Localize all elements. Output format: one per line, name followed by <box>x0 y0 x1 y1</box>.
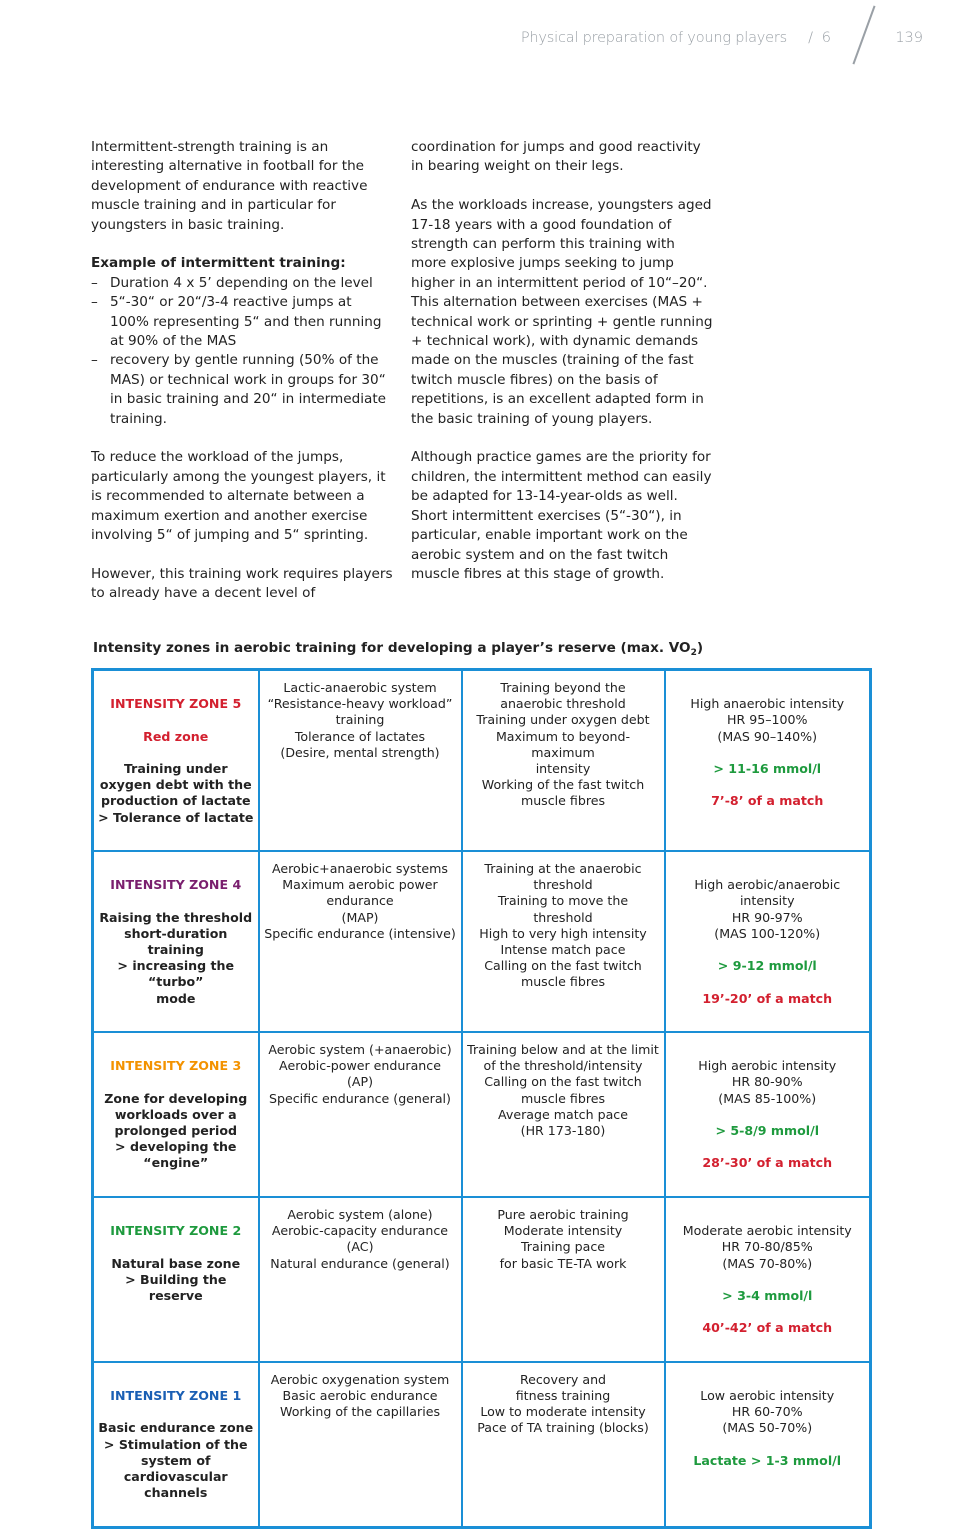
zone-description: Zone for developing workloads over a prolonged period > developing the “engine” <box>104 1090 248 1171</box>
intensity-text: High aerobic/anaerobic intensity HR 90-97% (MAS 100-120%) <box>694 877 841 941</box>
training-cell: Recovery and fitness training Low to moderate intensity Pace of TA training (blocks) <box>462 1362 665 1527</box>
caption-text: Intensity zones in aerobic training for developing a player’s reserve (max. VO <box>93 640 691 656</box>
zone-cell <box>93 1197 259 1362</box>
left-text-column <box>91 138 393 604</box>
zone-cell <box>93 1032 259 1197</box>
page-number: 139 <box>895 30 923 46</box>
lactate-value: > 9-12 mmol/l <box>717 958 817 974</box>
paragraph: However, this training work requires players to already have a decent level of <box>91 565 393 602</box>
zone-cell <box>93 670 259 852</box>
dash-bullet: – <box>91 352 98 369</box>
intensity-cell <box>665 670 871 852</box>
system-cell: Aerobic+anaerobic systems Maximum aerobic power endurance (MAP) Specific endurance (intensive) <box>259 851 462 1032</box>
caption-subscript: 2 <box>690 648 697 658</box>
match-duration: 19’-20’ of a match <box>702 990 833 1006</box>
zone-title: INTENSITY ZONE 2 <box>110 1223 242 1239</box>
table-row <box>93 851 871 1032</box>
table-row <box>93 670 871 852</box>
zone-subtitle: Red zone <box>143 728 209 744</box>
intensity-cell <box>665 1032 871 1197</box>
running-title: Physical preparation of young players <box>520 30 787 46</box>
training-cell: Pure aerobic training Moderate intensity Training pace for basic TE-TA work <box>462 1197 665 1362</box>
paragraph: To reduce the workload of the jumps, particularly among the youngest players, it is recommended to alternate between a maximum exertion and another exercise involving 5“ of jumping and 5“ sprinting. <box>91 449 386 544</box>
table-row <box>93 1197 871 1362</box>
table-row <box>93 1032 871 1197</box>
dash-bullet: – <box>91 294 98 311</box>
paragraph: Although practice games are the priority for children, the intermittent method can easily be adapted for 13-14-year-olds as well. Short intermittent exercises (5“-30“), in particular, enable important work on the aerobic system and on the fast twitch muscle fibres at this stage of growth. <box>411 449 712 582</box>
zone-cell <box>93 851 259 1032</box>
lactate-value: > 11-16 mmol/l <box>713 761 822 777</box>
zone-description: Training under oxygen debt with the production of lactate > Tolerance of lactate <box>98 761 254 825</box>
zone-description: Raising the threshold short-duration training > increasing the “turbo” mode <box>99 909 253 1006</box>
system-cell: Aerobic system (+anaerobic) Aerobic-power endurance (AP) Specific endurance (general) <box>259 1032 462 1197</box>
intensity-text: Moderate aerobic intensity HR 70-80/85% (MAS 70-80%) <box>682 1223 852 1271</box>
table-row <box>93 1362 871 1527</box>
match-duration: 40’-42’ of a match <box>702 1320 833 1336</box>
intensity-zones-table <box>91 668 872 1529</box>
running-header <box>503 26 923 56</box>
list-item-text: 5“-30“ or 20“/3-4 reactive jumps at 100% representing 5“ and then running at 90% of the MAS <box>110 294 382 350</box>
match-duration: 28’-30’ of a match <box>702 1155 833 1171</box>
intensity-cell <box>665 1362 871 1527</box>
paragraph: coordination for jumps and good reactivity in bearing weight on their legs. <box>411 139 701 175</box>
paragraph: Intermittent-strength training is an interesting alternative in football for the development of endurance with reactive muscle training and in particular for youngsters in basic training. <box>91 139 368 233</box>
table-caption <box>93 640 703 658</box>
list-item-text: Duration 4 x 5’ depending on the level <box>110 274 373 291</box>
training-cell: Training below and at the limit of the threshold/intensity Calling on the fast twitch muscle fibres Average match pace (HR 173-180) <box>462 1032 665 1197</box>
zone-cell <box>93 1362 259 1527</box>
list-item <box>91 351 393 429</box>
system-cell: Lactic-anaerobic system “Resistance-heavy workload” training Tolerance of lactates (Desire, mental strength) <box>259 670 462 852</box>
list-item <box>91 293 393 351</box>
lactate-value: > 3-4 mmol/l <box>722 1287 813 1303</box>
right-text-column <box>411 138 713 584</box>
training-cell: Training at the anaerobic threshold Training to move the threshold High to very high intensity Intense match pace Calling on the fast twitch muscle fibres <box>462 851 665 1032</box>
paragraph: As the workloads increase, youngsters aged 17-18 years with a good foundation of strength can perform this training with more explosive jumps seeking to jump higher in an intermittent period of 10“–20“. <box>411 197 712 291</box>
intensity-text: High anaerobic intensity HR 95–100% (MAS 90–140%) <box>690 696 845 744</box>
system-cell: Aerobic system (alone) Aerobic-capacity endurance (AC) Natural endurance (general) <box>259 1197 462 1362</box>
header-slash-decoration <box>852 6 875 65</box>
header-separator: / <box>808 30 813 46</box>
list-item <box>91 274 393 293</box>
intensity-text: Low aerobic intensity HR 60-70% (MAS 50-70%) <box>700 1387 835 1436</box>
zone-description: Natural base zone > Building the reserve <box>111 1255 241 1303</box>
paragraph: This alternation between exercises (MAS + technical work or sprinting + gentle running + technical work), with dynamic demands made on the muscles (training of the fast twitch muscle fibres) on the basis of repetitions, is an excellent adapted form in the basic training of young players. <box>411 294 713 427</box>
chapter-number: 6 <box>821 30 831 46</box>
match-duration: 7’-8’ of a match <box>711 793 824 809</box>
zone-title: INTENSITY ZONE 1 <box>110 1387 242 1403</box>
zone-description: Basic endurance zone > Stimulation of the system of cardiovascular channels <box>98 1420 254 1501</box>
caption-end: ) <box>696 640 704 656</box>
example-heading: Example of intermittent training: <box>91 255 346 272</box>
training-cell: Training beyond the anaerobic threshold Training under oxygen debt Maximum to beyond-maximum intensity Working of the fast twitch muscle fibres <box>462 670 665 852</box>
zone-title: INTENSITY ZONE 3 <box>110 1058 242 1074</box>
lactate-value: Lactate > 1-3 mmol/l <box>693 1452 842 1468</box>
zone-title: INTENSITY ZONE 5 <box>110 696 242 712</box>
intensity-cell <box>665 1197 871 1362</box>
system-cell: Aerobic oxygenation system Basic aerobic endurance Working of the capillaries <box>259 1362 462 1527</box>
list-item-text: recovery by gentle running (50% of the MAS) or technical work in groups for 30“ in basic training and 20“ in intermediate training. <box>110 352 387 427</box>
lactate-value: > 5-8/9 mmol/l <box>715 1123 820 1139</box>
zone-title: INTENSITY ZONE 4 <box>110 877 242 893</box>
example-list <box>91 274 393 429</box>
intensity-text: High aerobic intensity HR 80-90% (MAS 85-100%) <box>698 1058 837 1106</box>
dash-bullet: – <box>91 274 98 291</box>
intensity-cell <box>665 851 871 1032</box>
